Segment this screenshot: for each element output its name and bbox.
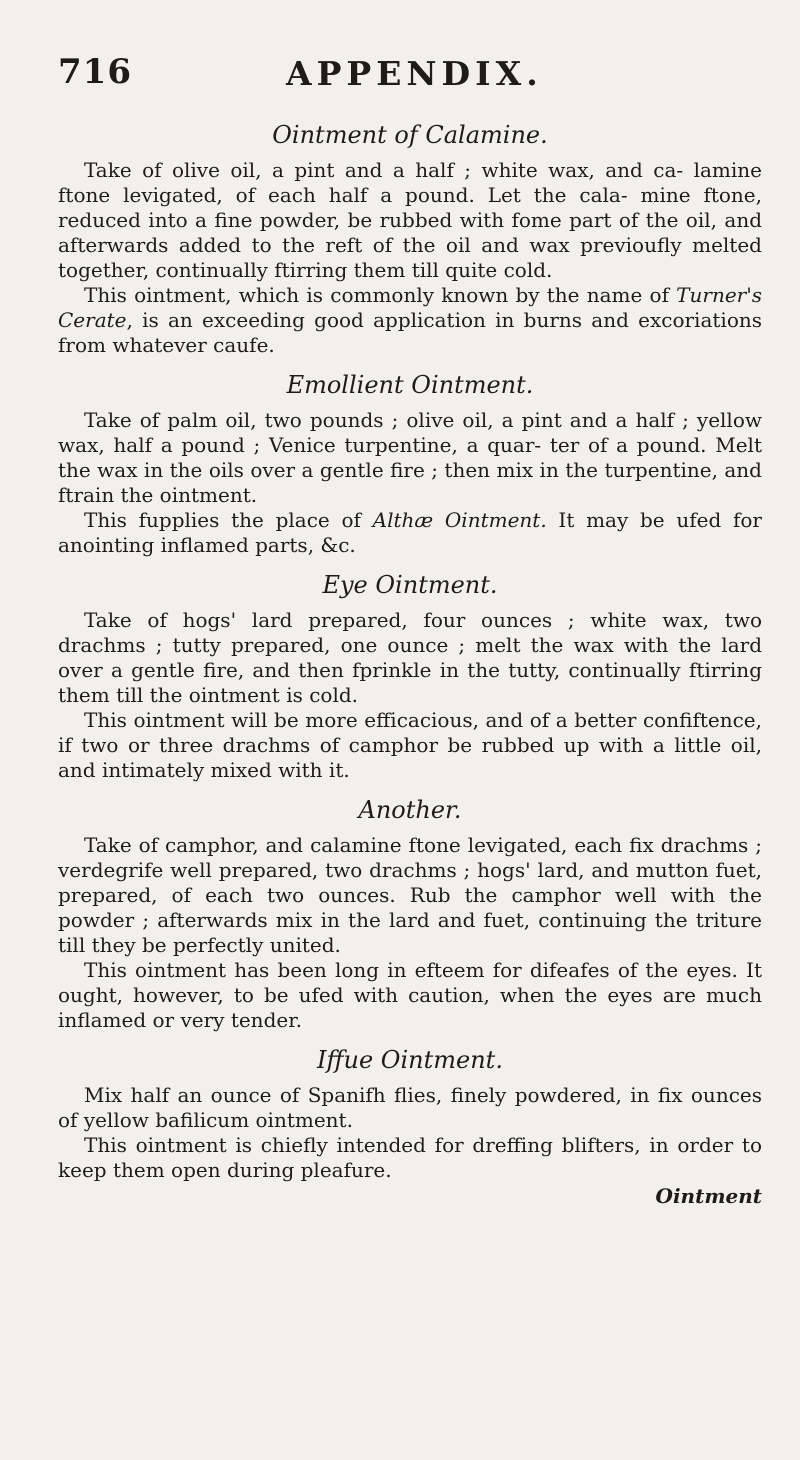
paragraph-text: This ointment has been long in efteem for difeafes of the eyes. It ought, however, to be ufed with caution, when the eyes are much inflamed or very tender. (58, 958, 762, 1032)
recipe-section (58, 570, 762, 783)
paragraph-text: Take of camphor, and calamine ftone levigated, each fix drachms ; verdegrife well prepared, two drachms ; hogs' lard, and mutton fuet, prepared, of each two ounces. Rub the camphor well with the powder ; afterwards mix in the lard and fuet, continuing the triture till they be perfectly united. (58, 833, 762, 957)
paragraph-text: Take of palm oil, two pounds ; olive oil, a pint and a half ; yellow wax, half a pound ; Venice turpentine, a quar- ter of a pound. Melt the wax in the oils over a gentle fire ; then mix in the turpentine, and ftrain the ointment. (58, 408, 762, 507)
paragraph-text: , is an exceeding good application in burns and excoriations from whatever caufe. (58, 308, 762, 357)
paragraph (58, 283, 762, 358)
paragraph-text: Mix half an ounce of Spanifh flies, finely powdered, in fix ounces of yellow bafilicum ointment. (58, 1083, 762, 1132)
paragraph (58, 708, 762, 783)
page-header (58, 52, 762, 108)
section-title: Eye Ointment. (322, 571, 498, 599)
paragraph (58, 158, 762, 283)
paragraph-text: Take of olive oil, a pint and a half ; white wax, and ca- lamine ftone levigated, of each half a pound. Let the cala- mine ftone, reduced into a fine powder, be rubbed with fome part of the oil, and afterwards added to the reft of the oil and wax previoufly melted together, continually ftirring them till quite cold. (58, 158, 762, 282)
running-head: APPENDIX. (286, 54, 543, 93)
paragraph (58, 408, 762, 508)
paragraph-text: This ointment will be more efficacious, and of a better confiftence, if two or three drachms of camphor be rubbed up with a little oil, and intimately mixed with it. (58, 708, 762, 782)
paragraph-text: It may be ufed for anointing inflamed parts, &c. (58, 508, 762, 557)
paragraph-text: Take of hogs' lard prepared, four ounces ; white wax, two drachms ; tutty prepared, one ounce ; melt the wax with the lard over a gentle fire, and then fprinkle in the tutty, continually ftirring them till the ointment is cold. (58, 608, 762, 707)
paragraph (58, 608, 762, 708)
section-title: Emollient Ointment. (286, 371, 534, 399)
italic-text: Althæ Ointment. (372, 508, 547, 532)
section-title: Iffue Ointment. (317, 1046, 503, 1074)
recipe-section (58, 370, 762, 558)
recipe-section (58, 120, 762, 358)
section-title: Ointment of Calamine. (272, 121, 548, 149)
italic-text: Turner's Cerate (58, 283, 762, 332)
paragraph (58, 833, 762, 958)
recipe-section (58, 1045, 762, 1183)
section-title: Another. (358, 796, 462, 824)
paragraph-text: This fupplies the place of (84, 508, 373, 532)
catchword: Ointment (655, 1184, 762, 1208)
paragraph (58, 958, 762, 1033)
paragraph-text: This ointment is chiefly intended for dreffing blifters, in order to keep them open during pleafure. (58, 1133, 762, 1182)
recipe-section (58, 795, 762, 1033)
paragraph (58, 508, 762, 558)
paragraph-text: This ointment, which is commonly known by the name of (84, 283, 677, 307)
paragraph (58, 1133, 762, 1183)
page-body (58, 120, 762, 1183)
paragraph (58, 1083, 762, 1133)
page-number: 716 (58, 52, 132, 92)
